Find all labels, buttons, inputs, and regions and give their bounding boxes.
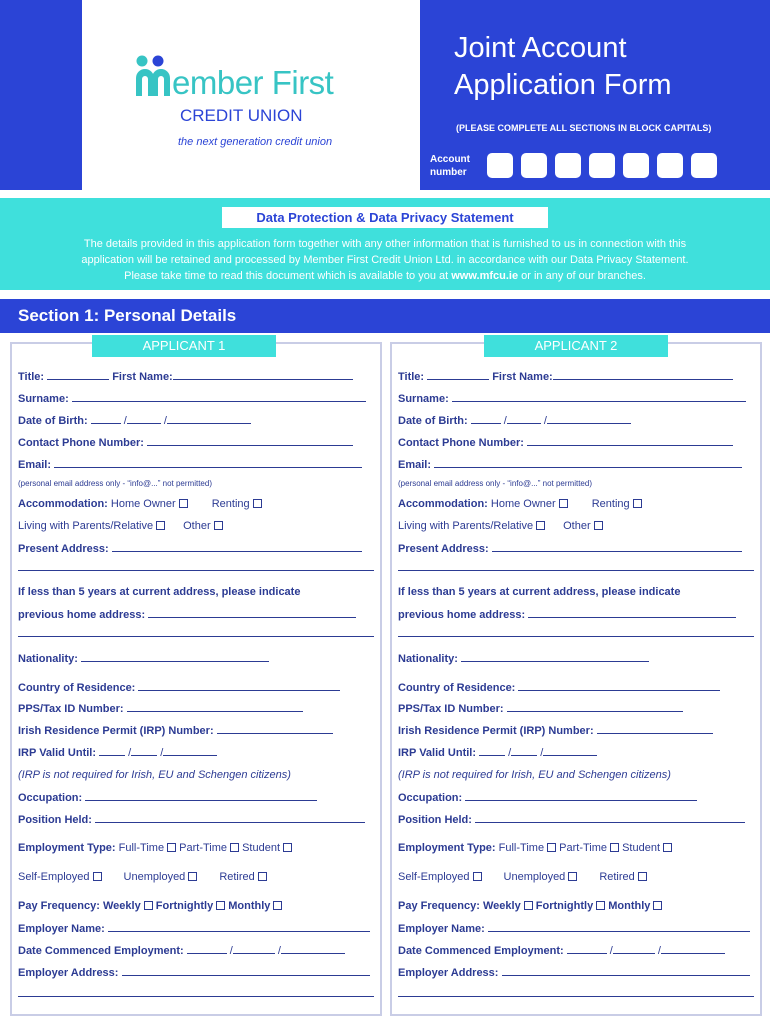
field-label: /: [508, 747, 512, 759]
applicant-2-email-field: [398, 457, 742, 472]
field-label: Position Held:: [398, 814, 472, 826]
blank-entry-line[interactable]: [492, 541, 742, 552]
blank-entry-line[interactable]: [502, 965, 750, 976]
blank-entry-line[interactable]: [281, 943, 345, 954]
field-label: PPS/Tax ID Number:: [398, 703, 504, 715]
applicant-1-contact-phone-field: [18, 435, 353, 450]
applicant-2-present-address-field: [398, 541, 742, 556]
applicant-2-title-first-name-field: [398, 369, 733, 384]
field-label: /: [657, 945, 661, 957]
checkbox-home-owner[interactable]: [179, 499, 188, 508]
applicant-1-date-commenced-field: [18, 943, 345, 958]
blank-entry-line[interactable]: [613, 943, 655, 954]
applicant-1-pps-number-field: [18, 701, 303, 716]
applicant-1-accommodation-field-2: [18, 519, 223, 533]
field-label: Full-Time: [118, 842, 165, 854]
field-label: Accommodation:: [398, 498, 488, 510]
field-label: previous home address:: [18, 609, 146, 621]
account-digit-box[interactable]: [589, 153, 615, 178]
field-label: (personal email address only - “info@...” not permitted): [398, 479, 592, 488]
field-label: (personal email address only - “info@...” not permitted): [18, 479, 212, 488]
checkbox-retired[interactable]: [638, 872, 647, 881]
field-label: PPS/Tax ID Number:: [18, 703, 124, 715]
field-label: (IRP is not required for Irish, EU and Schengen citizens): [18, 769, 291, 781]
applicant-1-occupation-field: [18, 790, 317, 805]
blank-entry-line[interactable]: [434, 457, 742, 468]
field-label: Student: [622, 842, 661, 854]
field-label: Employer Name:: [398, 923, 485, 935]
header-left-accent: [0, 0, 82, 190]
applicant-1-nationality-field: [18, 651, 269, 666]
applicant-1-blank-entry-line[interactable]: [18, 996, 374, 997]
field-label: Email:: [398, 459, 432, 471]
applicant-1-pay-frequency-field: [18, 899, 282, 913]
checkbox-student[interactable]: [663, 843, 672, 852]
applicant-2-previous-address-field: [398, 607, 736, 622]
account-label-line-2: number: [430, 167, 467, 178]
applicant-1-email-field: [18, 457, 362, 472]
field-label: Other: [563, 520, 591, 532]
checkbox-renting[interactable]: [633, 499, 642, 508]
field-label: /: [609, 945, 613, 957]
applicant-2-nationality-field: [398, 651, 649, 666]
blank-entry-line[interactable]: [507, 413, 541, 424]
blank-entry-line[interactable]: [507, 701, 683, 712]
checkbox-monthly[interactable]: [653, 901, 662, 910]
field-label: Present Address:: [398, 543, 489, 555]
applicant-2-contact-phone-field: [398, 435, 733, 450]
applicant-1-label: APPLICANT 1: [92, 335, 276, 357]
blank-entry-line[interactable]: [127, 701, 303, 712]
field-label: Surname:: [398, 393, 449, 405]
field-label: Other: [183, 520, 211, 532]
applicant-1-blank-entry-line[interactable]: [18, 636, 374, 637]
field-label: Email:: [18, 459, 52, 471]
checkbox-self-employed[interactable]: [473, 872, 482, 881]
member-figures-icon: [134, 52, 174, 96]
blank-entry-line[interactable]: [148, 607, 356, 618]
field-label: /: [503, 415, 507, 427]
field-label: Occupation:: [18, 792, 83, 804]
applicant-1-irp-valid-until-field: [18, 745, 217, 760]
checkbox-fortnightly[interactable]: [216, 901, 225, 910]
field-label: Contact Phone Number:: [18, 437, 144, 449]
applicant-2-pay-frequency-field: [398, 899, 662, 913]
checkbox-living-with-parents[interactable]: [536, 521, 545, 530]
applicant-1-present-address-field: [18, 541, 362, 556]
field-label: Employment Type:: [398, 842, 496, 854]
blank-entry-line[interactable]: [54, 457, 362, 468]
field-label: /: [160, 747, 164, 759]
blank-entry-line[interactable]: [567, 943, 607, 954]
checkbox-home-owner[interactable]: [559, 499, 568, 508]
blank-entry-line[interactable]: [233, 943, 275, 954]
field-label: Employment Type:: [18, 842, 116, 854]
field-label: First Name:: [112, 371, 173, 383]
account-digit-box[interactable]: [691, 153, 717, 178]
blank-entry-line[interactable]: [47, 369, 109, 380]
checkbox-fortnightly[interactable]: [596, 901, 605, 910]
field-label: Country of Residence:: [18, 682, 136, 694]
applicant-1-irp-note: [18, 768, 291, 782]
dp-line-3-pre: Please take time to read this document which is available to you at: [124, 270, 452, 282]
blank-entry-line[interactable]: [553, 369, 733, 380]
account-number-label: [430, 153, 490, 179]
field-label: Irish Residence Permit (IRP) Number:: [398, 725, 594, 737]
blank-entry-line[interactable]: [543, 745, 597, 756]
website-link[interactable]: www.mfcu.ie: [451, 270, 519, 282]
field-label: Surname:: [18, 393, 69, 405]
field-label: /: [277, 945, 281, 957]
field-label: Date Commenced Employment:: [398, 945, 564, 957]
applicant-2-employment-type-field: [398, 841, 672, 855]
field-label: Weekly: [482, 900, 521, 912]
checkbox-part-time[interactable]: [230, 843, 239, 852]
checkbox-other[interactable]: [214, 521, 223, 530]
blank-entry-line[interactable]: [471, 413, 501, 424]
section-title: Section 1: Personal Details: [18, 306, 237, 325]
blank-entry-line[interactable]: [127, 413, 161, 424]
field-label: Accommodation:: [18, 498, 108, 510]
account-digit-box[interactable]: [555, 153, 581, 178]
field-label: Country of Residence:: [398, 682, 516, 694]
blank-entry-line[interactable]: [91, 413, 121, 424]
applicant-1-blank-entry-line[interactable]: [18, 570, 374, 571]
applicant-2-label: APPLICANT 2: [484, 335, 668, 357]
blank-entry-line[interactable]: [479, 745, 505, 756]
checkbox-part-time[interactable]: [610, 843, 619, 852]
applicant-1-date-of-birth-field: [18, 413, 251, 428]
field-label: Employer Address:: [398, 967, 499, 979]
dp-line-3-post: or in any of our branches.: [518, 270, 646, 282]
applicant-2-irp-number-field: [398, 723, 713, 738]
field-label: /: [128, 747, 132, 759]
field-label: Unemployed: [503, 871, 566, 883]
field-label: /: [543, 415, 547, 427]
field-label: Weekly: [102, 900, 141, 912]
blank-entry-line[interactable]: [187, 943, 227, 954]
field-label: Contact Phone Number:: [398, 437, 524, 449]
logo-tagline: the next generation credit union: [178, 136, 333, 148]
field-label: Fortnightly: [155, 900, 214, 912]
field-label: First Name:: [492, 371, 553, 383]
applicant-2-irp-note: [398, 768, 671, 782]
blank-entry-line[interactable]: [138, 680, 340, 691]
checkbox-renting[interactable]: [253, 499, 262, 508]
blank-entry-line[interactable]: [131, 745, 157, 756]
field-label: previous home address:: [398, 609, 526, 621]
applicant-1-position-held-field: [18, 812, 365, 827]
applicant-2-country-of-residence-field: [398, 680, 720, 695]
applicant-1-employment-type-field-2: [18, 870, 267, 884]
field-label: Occupation:: [398, 792, 463, 804]
applicant-1-country-of-residence-field: [18, 680, 340, 695]
field-label: Title:: [18, 371, 45, 383]
applicant-1-irp-number-field: [18, 723, 333, 738]
applicant-2-occupation-field: [398, 790, 697, 805]
blank-entry-line[interactable]: [122, 965, 370, 976]
applicant-1-email-note: [18, 476, 212, 491]
field-label: Pay Frequency:: [18, 900, 100, 912]
checkbox-full-time[interactable]: [547, 843, 556, 852]
blank-entry-line[interactable]: [427, 369, 489, 380]
field-label: Title:: [398, 371, 425, 383]
field-label: /: [229, 945, 233, 957]
member-first-logo: [130, 52, 380, 152]
data-protection-banner: [0, 198, 770, 290]
field-label: Nationality:: [398, 653, 458, 665]
form-title: [454, 30, 754, 104]
blank-entry-line[interactable]: [95, 812, 365, 823]
blank-entry-line[interactable]: [661, 943, 725, 954]
blank-entry-line[interactable]: [72, 391, 366, 402]
applicant-2-blank-entry-line[interactable]: [398, 636, 754, 637]
blank-entry-line[interactable]: [547, 413, 631, 424]
applicant-2-blank-entry-line[interactable]: [398, 996, 754, 997]
blank-entry-line[interactable]: [81, 651, 269, 662]
field-label: Living with Parents/Relative: [398, 520, 534, 532]
field-label: Living with Parents/Relative: [18, 520, 154, 532]
blank-entry-line[interactable]: [461, 651, 649, 662]
field-label: Present Address:: [18, 543, 109, 555]
data-protection-title: Data Protection & Data Privacy Statement: [222, 207, 548, 228]
field-label: Position Held:: [18, 814, 92, 826]
account-digit-box[interactable]: [657, 153, 683, 178]
checkbox-student[interactable]: [283, 843, 292, 852]
dp-line-1: The details provided in this application form together with any other information that is furnished to us in connection with this: [83, 238, 687, 250]
field-label: Unemployed: [123, 871, 186, 883]
field-label: IRP Valid Until:: [18, 747, 97, 759]
blank-entry-line[interactable]: [511, 745, 537, 756]
field-label: Renting: [211, 498, 250, 510]
field-label: IRP Valid Until:: [398, 747, 477, 759]
checkbox-self-employed[interactable]: [93, 872, 102, 881]
checkbox-other[interactable]: [594, 521, 603, 530]
blank-entry-line[interactable]: [163, 745, 217, 756]
applicant-2-date-commenced-field: [398, 943, 725, 958]
field-label: (IRP is not required for Irish, EU and Schengen citizens): [398, 769, 671, 781]
field-label: Part-Time: [179, 842, 228, 854]
blank-entry-line[interactable]: [528, 607, 736, 618]
dp-line-2: application will be retained and processed by Member First Credit Union Ltd. in accordance with our Data Privacy Statement.: [81, 254, 689, 266]
field-label: If less than 5 years at current address, please indicate: [18, 586, 301, 598]
applicant-2-pps-number-field: [398, 701, 683, 716]
field-label: Irish Residence Permit (IRP) Number:: [18, 725, 214, 737]
blank-entry-line[interactable]: [85, 790, 317, 801]
account-digit-box[interactable]: [521, 153, 547, 178]
field-label: Fortnightly: [535, 900, 594, 912]
account-digit-box[interactable]: [623, 153, 649, 178]
field-label: Monthly: [608, 900, 651, 912]
field-label: Monthly: [228, 900, 271, 912]
checkbox-full-time[interactable]: [167, 843, 176, 852]
applicant-2-accommodation-field: [398, 497, 642, 511]
blank-entry-line[interactable]: [475, 812, 745, 823]
account-digit-box[interactable]: [487, 153, 513, 178]
checkbox-monthly[interactable]: [273, 901, 282, 910]
applicant-2-accommodation-field-2: [398, 519, 603, 533]
checkbox-weekly[interactable]: [144, 901, 153, 910]
form-instruction: (PLEASE COMPLETE ALL SECTIONS IN BLOCK CAPITALS): [456, 123, 712, 133]
field-label: Date of Birth:: [398, 415, 468, 427]
logo-wordmark: ember First: [172, 64, 334, 101]
blank-entry-line[interactable]: [488, 921, 750, 932]
field-label: Self-Employed: [398, 871, 470, 883]
applicant-2-blank-entry-line[interactable]: [398, 570, 754, 571]
field-label: Student: [242, 842, 281, 854]
form-title-line-2: Application Form: [454, 69, 672, 101]
applicant-1-surname-field: [18, 391, 366, 406]
field-label: Renting: [591, 498, 630, 510]
blank-entry-line[interactable]: [217, 723, 333, 734]
form-title-line-1: Joint Account: [454, 32, 627, 64]
applicant-2-less-than-5-years-text: [398, 585, 680, 599]
data-protection-text: [10, 236, 760, 284]
checkbox-retired[interactable]: [258, 872, 267, 881]
field-label: /: [123, 415, 127, 427]
checkbox-unemployed[interactable]: [188, 872, 197, 881]
applicant-1-employer-address-field: [18, 965, 370, 980]
blank-entry-line[interactable]: [465, 790, 697, 801]
checkbox-living-with-parents[interactable]: [156, 521, 165, 530]
field-label: Nationality:: [18, 653, 78, 665]
applicant-2-surname-field: [398, 391, 746, 406]
field-label: Date of Birth:: [18, 415, 88, 427]
header: [0, 0, 770, 190]
dp-line-3: [10, 268, 760, 284]
applicant-1-employment-type-field: [18, 841, 292, 855]
logo-subtitle: CREDIT UNION: [180, 106, 303, 125]
blank-entry-line[interactable]: [147, 435, 353, 446]
applicant-1-less-than-5-years-text: [18, 585, 300, 599]
field-label: Retired: [599, 871, 635, 883]
applicant-1-employer-name-field: [18, 921, 370, 936]
field-label: Retired: [219, 871, 255, 883]
checkbox-weekly[interactable]: [524, 901, 533, 910]
blank-entry-line[interactable]: [452, 391, 746, 402]
field-label: /: [163, 415, 167, 427]
applicant-2-employer-address-field: [398, 965, 750, 980]
blank-entry-line[interactable]: [597, 723, 713, 734]
applicant-2-employment-type-field-2: [398, 870, 647, 884]
applicant-2-irp-valid-until-field: [398, 745, 597, 760]
field-label: Full-Time: [498, 842, 545, 854]
field-label: Self-Employed: [18, 871, 90, 883]
blank-entry-line[interactable]: [167, 413, 251, 424]
applicant-2-employer-name-field: [398, 921, 750, 936]
blank-entry-line[interactable]: [108, 921, 370, 932]
field-label: Home Owner: [490, 498, 556, 510]
field-label: Employer Address:: [18, 967, 119, 979]
blank-entry-line[interactable]: [518, 680, 720, 691]
account-number-boxes: [487, 153, 717, 178]
field-label: Date Commenced Employment:: [18, 945, 184, 957]
field-label: Part-Time: [559, 842, 608, 854]
field-label: Employer Name:: [18, 923, 105, 935]
checkbox-unemployed[interactable]: [568, 872, 577, 881]
blank-entry-line[interactable]: [112, 541, 362, 552]
applicant-1-previous-address-field: [18, 607, 356, 622]
field-label: If less than 5 years at current address, please indicate: [398, 586, 681, 598]
field-label: /: [540, 747, 544, 759]
applicant-1-title-first-name-field: [18, 369, 353, 384]
applicant-2-email-note: [398, 476, 592, 491]
blank-entry-line[interactable]: [527, 435, 733, 446]
applicant-1-accommodation-field: [18, 497, 262, 511]
field-label: Pay Frequency:: [398, 900, 480, 912]
applicant-2-date-of-birth-field: [398, 413, 631, 428]
blank-entry-line[interactable]: [173, 369, 353, 380]
blank-entry-line[interactable]: [99, 745, 125, 756]
applicant-2-position-held-field: [398, 812, 745, 827]
field-label: Home Owner: [110, 498, 176, 510]
account-label-line-1: Account: [430, 154, 470, 165]
